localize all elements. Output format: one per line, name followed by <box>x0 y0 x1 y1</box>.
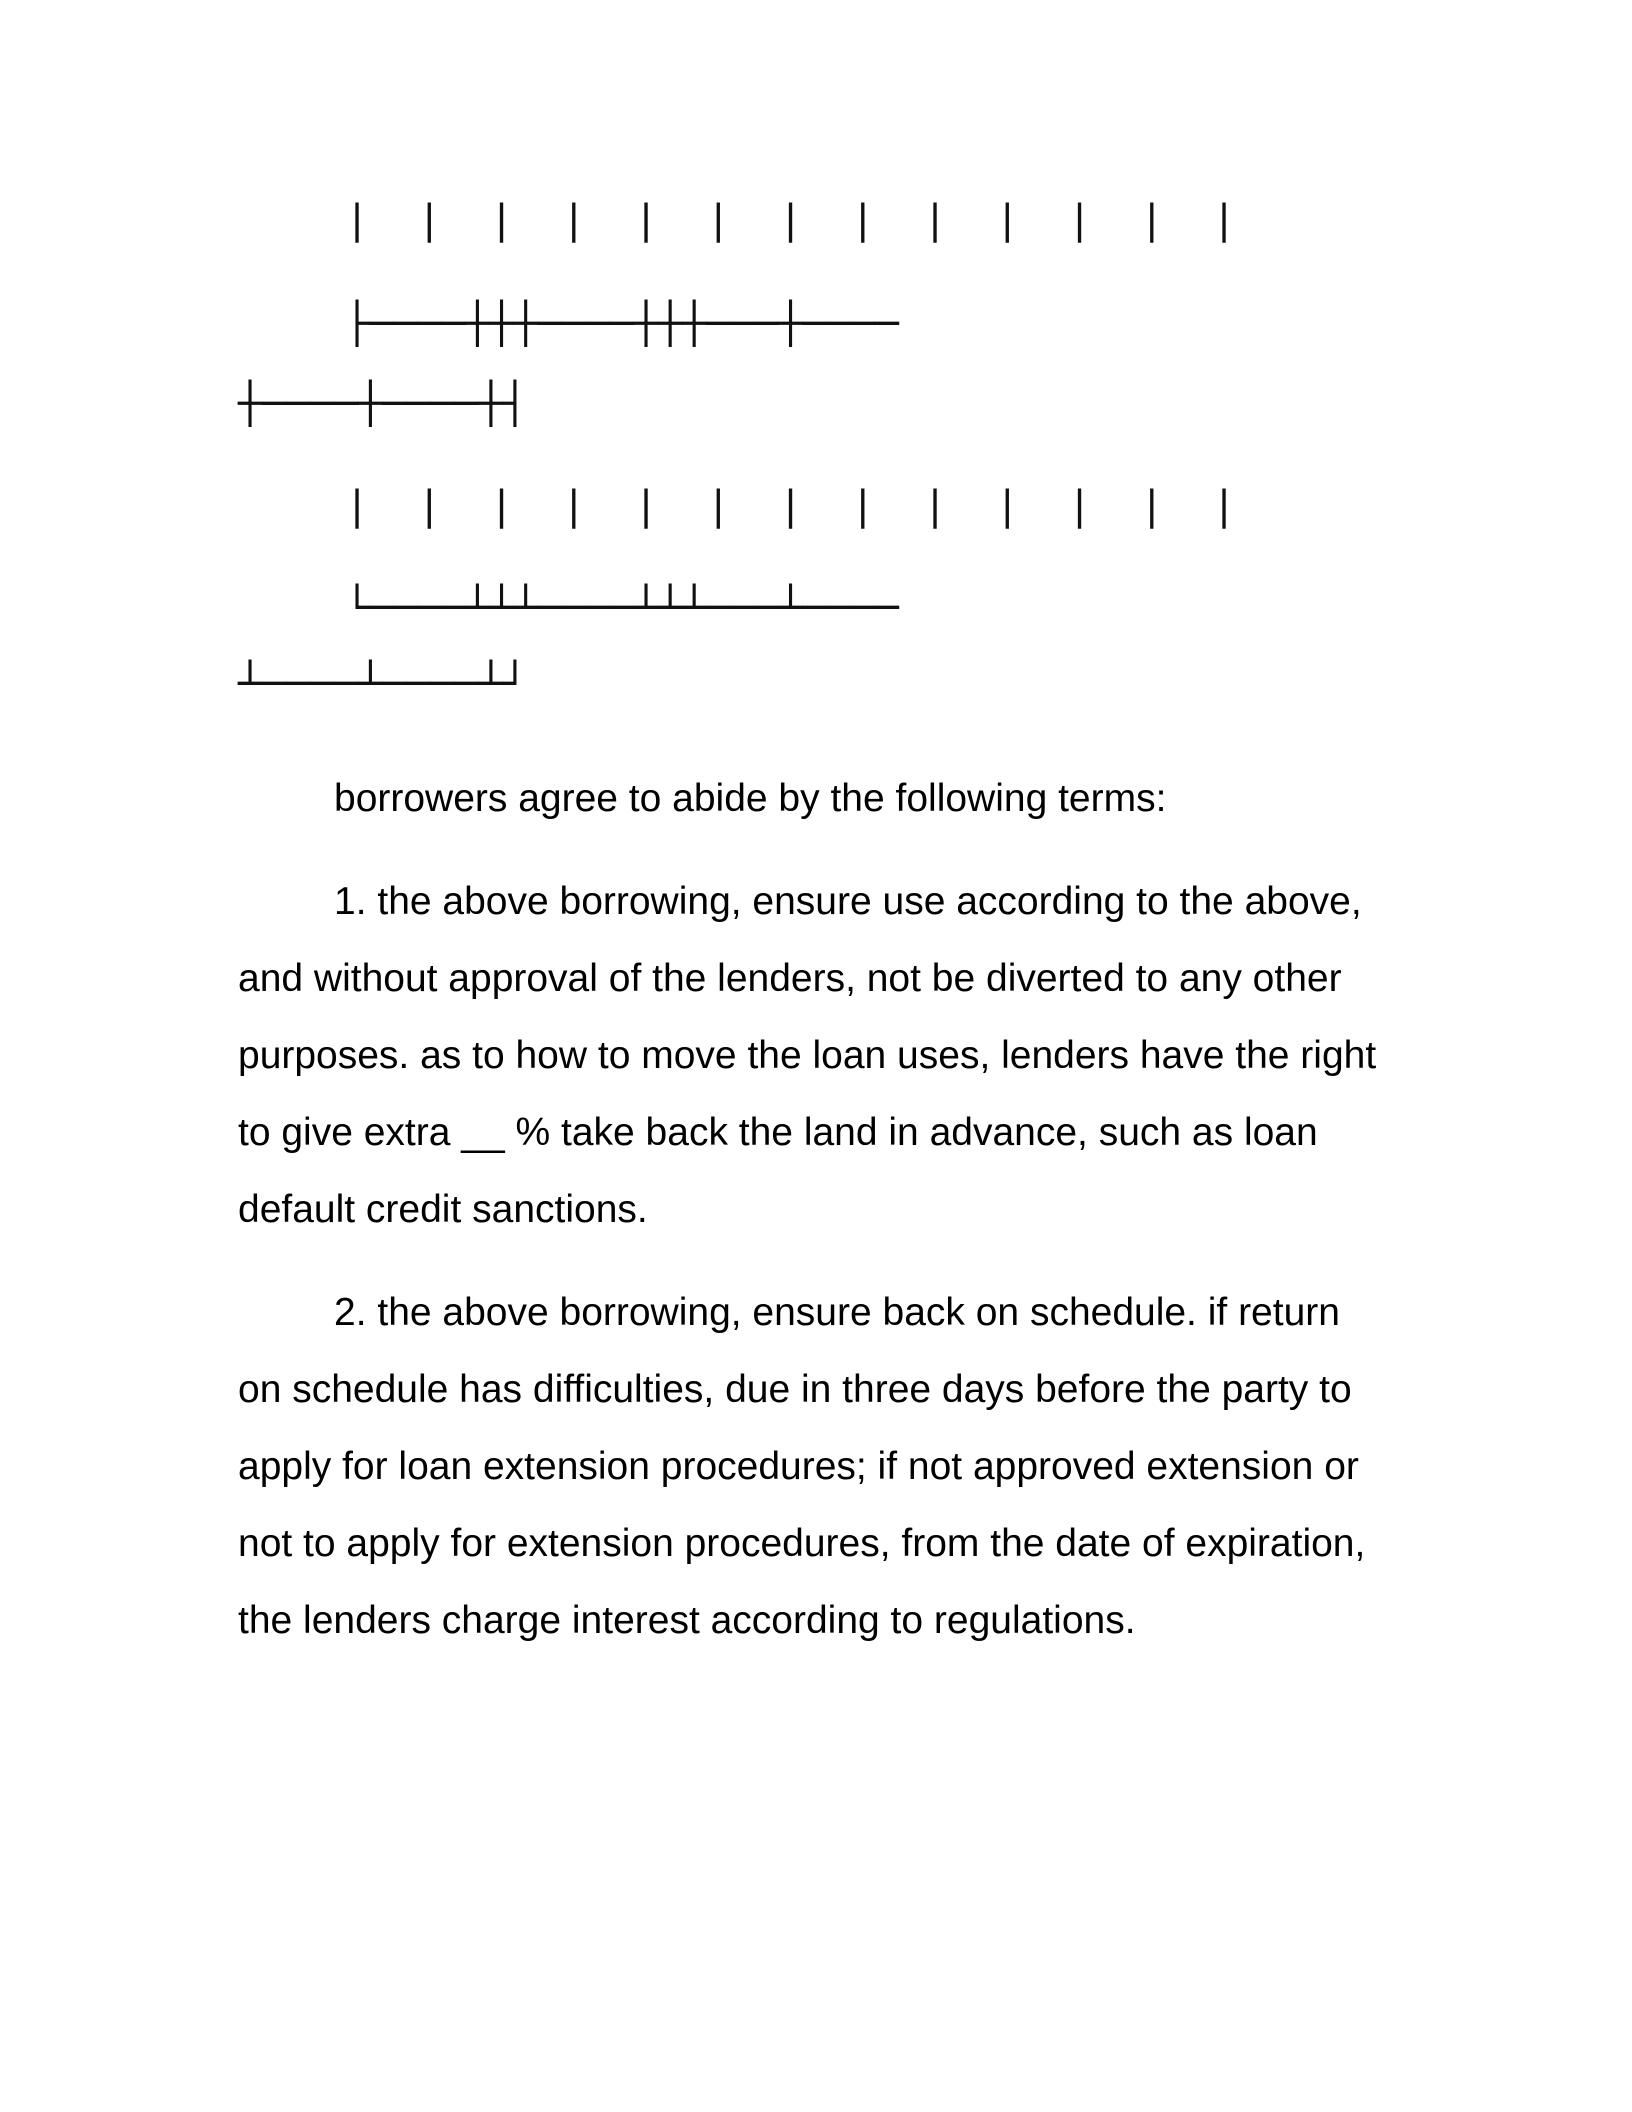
box-drawing-table <box>0 0 1632 720</box>
table-row-bottom-border-part-1: └────┴┴┴────┴┴┴───┴──── <box>345 585 899 631</box>
table-row-vertical-top: | | | | | | | | | | | | | <box>345 197 1237 243</box>
term-2-paragraph: 2. the above borrowing, ensure back on schedule. if return on schedule has difficulties, due in three days before the party to apply for loan extension procedures; if not approved extension or not to apply for extension procedures, from the date of expiration, the lenders charge interest according to regulations. <box>238 1291 1366 1642</box>
table-row-vertical-bottom: | | | | | | | | | | | | | <box>345 483 1237 529</box>
table-row-bottom-border-part-2: ┴────┴────┴┘ <box>238 661 527 707</box>
intro-paragraph: borrowers agree to abide by the following terms: <box>334 777 1167 820</box>
term-1-paragraph: 1. the above borrowing, ensure use according to the above, and without approval of the lenders, not be diverted to any other purposes. as to how to move the loan uses, lenders have the right to give extra __ % take back the land in advance, such as loan default credit sanctions. <box>238 880 1377 1231</box>
table-row-separator-part-1: ├────┼┼┼────┼┼┼───┼──── <box>345 301 899 347</box>
table-row-separator-part-2: ┼────┼────┼┤ <box>238 381 527 427</box>
document-body <box>238 760 1388 1685</box>
